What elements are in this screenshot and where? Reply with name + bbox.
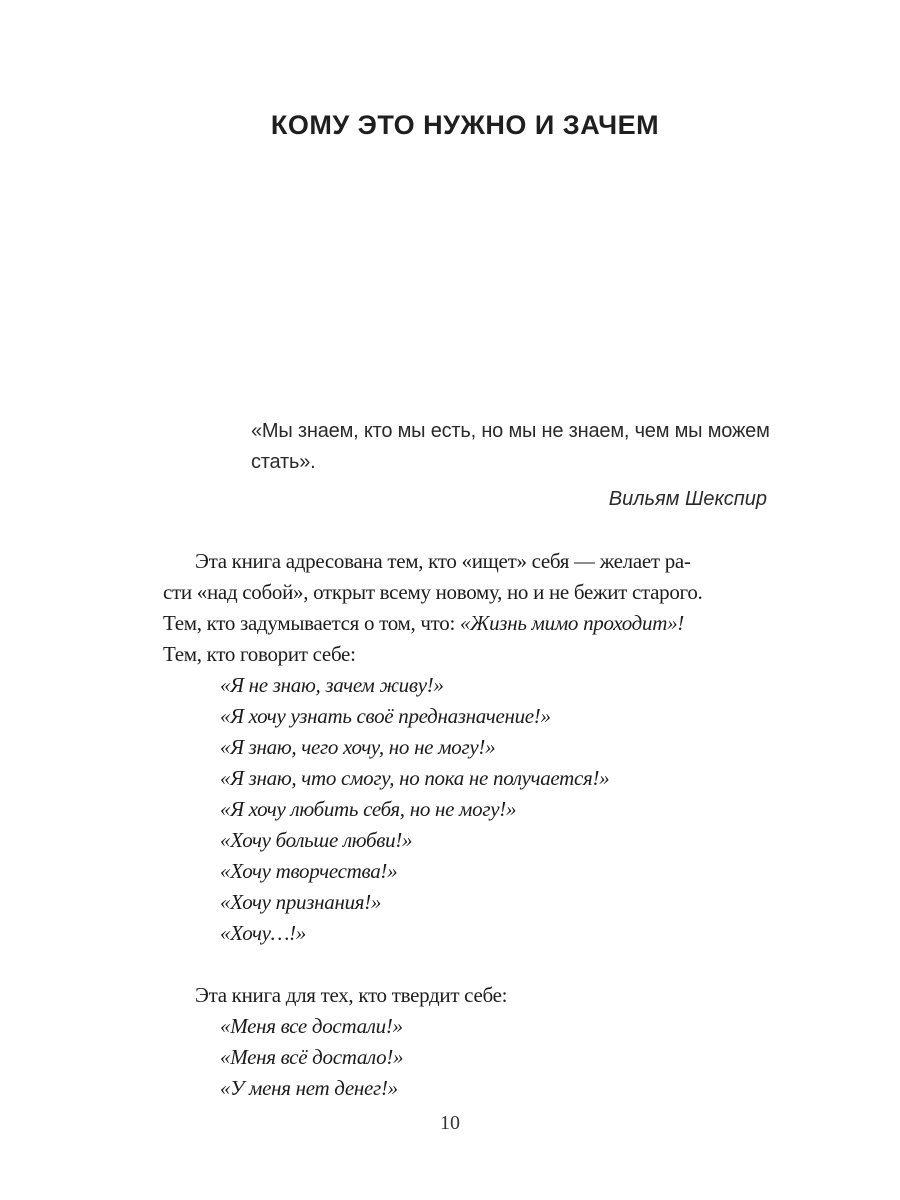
body-text [163, 546, 767, 1104]
self-quote: «Я не знаю, зачем живу!» [220, 673, 444, 698]
self-quote: «Хочу…!» [220, 921, 306, 946]
page-number: 10 [440, 1112, 460, 1134]
self-quote: «Я хочу любить себя, но не могу!» [220, 797, 517, 822]
epigraph-attribution: Вильям Шекспир [608, 488, 767, 511]
paragraph-line: Эта книга адресована тем, кто «ищет» себя — желает ра- [195, 549, 691, 574]
paragraph-line-normal: Тем, кто задумывается о том, что: [163, 611, 460, 636]
self-quote: «Меня всё достало!» [220, 1045, 404, 1070]
epigraph [251, 416, 770, 478]
self-quote: «Меня все достали!» [220, 1014, 403, 1039]
paragraph-line: Эта книга для тех, кто твердит себе: [195, 983, 508, 1008]
epigraph-line: «Мы знаем, кто мы есть, но мы не знаем, чем мы можем [251, 420, 770, 443]
epigraph-line: стать». [251, 451, 316, 474]
self-quote: «Хочу больше любви!» [220, 828, 413, 853]
page-content [163, 0, 770, 1104]
paragraph-line-italic: «Жизнь мимо проходит»! [459, 611, 684, 636]
self-quote: «Хочу творчества!» [220, 859, 398, 884]
paragraph-line: Тем, кто говорит себе: [163, 642, 356, 667]
self-quote: «Хочу признания!» [220, 890, 382, 915]
self-quote: «Я знаю, чего хочу, но не могу!» [220, 735, 496, 760]
self-quote: «У меня нет денег!» [220, 1076, 398, 1101]
paragraph-line: сти «над собой», открыт всему новому, но и не бежит старого. [163, 580, 703, 605]
chapter-title: КОМУ ЭТО НУЖНО И ЗАЧЕМ [270, 110, 660, 141]
self-quote: «Я хочу узнать своё предназначение!» [220, 704, 551, 729]
self-quote: «Я знаю, что смогу, но пока не получается!» [220, 766, 610, 791]
paragraph-line [163, 608, 767, 639]
